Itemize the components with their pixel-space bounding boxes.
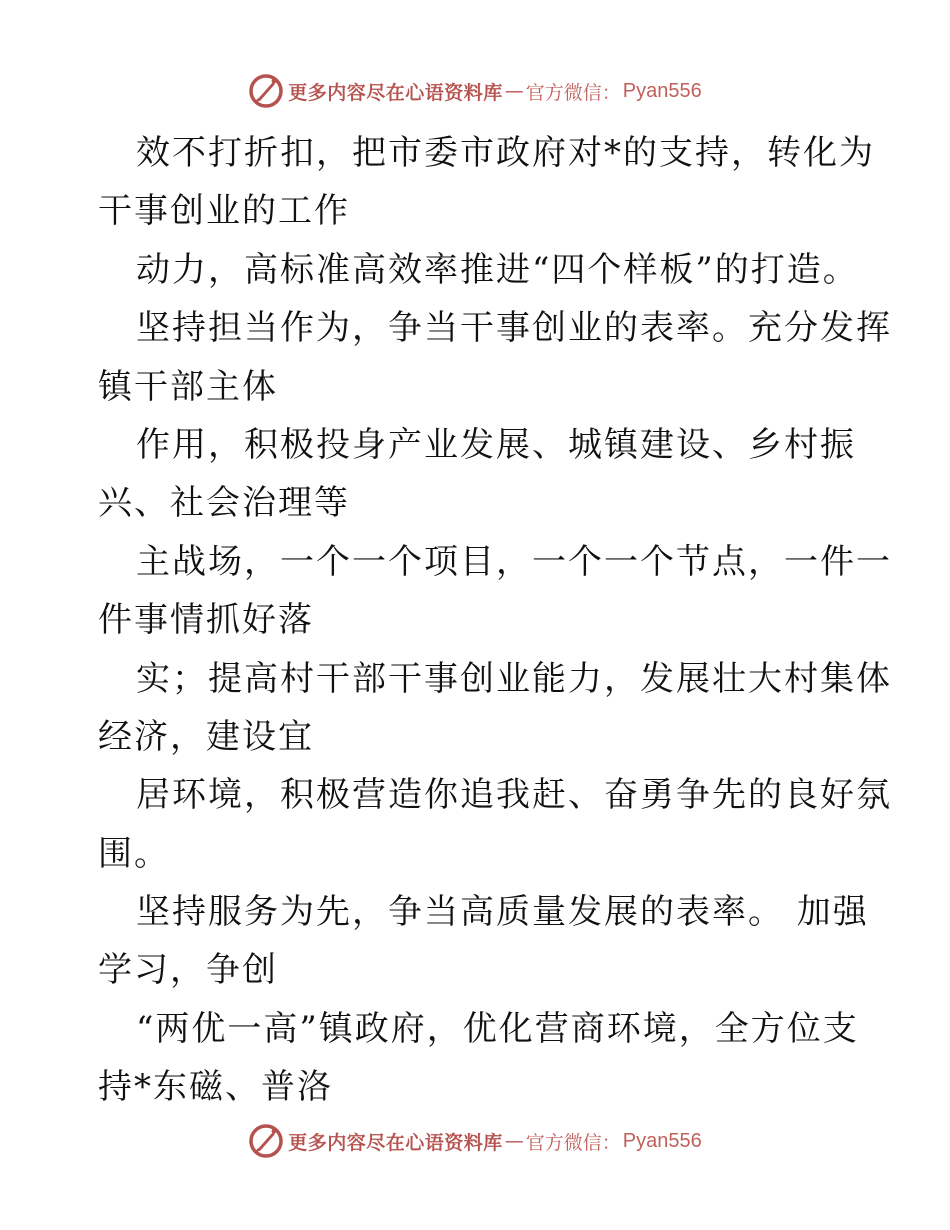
body-line: 件事情抓好落 [98,600,314,641]
header-banner [0,71,950,111]
header-wechat-label: 官方微信： [525,81,621,104]
body-line: 兴、社会治理等 [98,483,350,524]
body-line: 实；提高村干部干事创业能力，发展壮大村集体 [136,658,892,699]
body-line: 效不打折扣，把市委市政府对*的支持，转化为 [136,133,875,173]
header-brand-text: 更多内容尽在心语资料库 [288,81,503,104]
body-line: 围。 [98,833,170,874]
body-line: 主战场，一个一个项目，一个一个节点，一件一 [136,541,892,582]
body-line: 持*东磁、普洛 [98,1067,333,1108]
body-line: 经济，建设宜 [98,716,314,757]
footer-wechat-handle: Pyan556 [622,1129,702,1152]
body-line: 镇干部主体 [98,366,278,407]
body-line: 干事创业的工作 [98,191,350,232]
footer-brand-text: 更多内容尽在心语资料库 [288,1131,503,1154]
feather-pen-logo-icon [248,73,284,109]
footer-wechat-label: 官方微信： [525,1131,621,1154]
feather-pen-logo-icon [248,1123,284,1159]
document-body [98,124,892,1117]
body-line: 居环境，积极营造你追我赶、奋勇争先的良好氛 [136,775,892,816]
body-line: “两优一高”镇政府，优化营商环境，全方位支 [136,1008,859,1049]
footer-separator: — [504,1130,524,1152]
header-wechat-handle: Pyan556 [622,79,702,102]
footer-banner [0,1121,950,1161]
body-line: 作用，积极投身产业发展、城镇建设、乡村振 [136,424,856,465]
body-line: 坚持服务为先，争当高质量发展的表率。 加强 [136,892,869,933]
header-separator: — [504,80,524,102]
body-line: 动力，高标准高效率推进“四个样板”的打造。 [136,249,859,290]
body-line: 学习，争创 [98,950,278,991]
body-line: 坚持担当作为，争当干事创业的表率。充分发挥 [136,308,892,349]
